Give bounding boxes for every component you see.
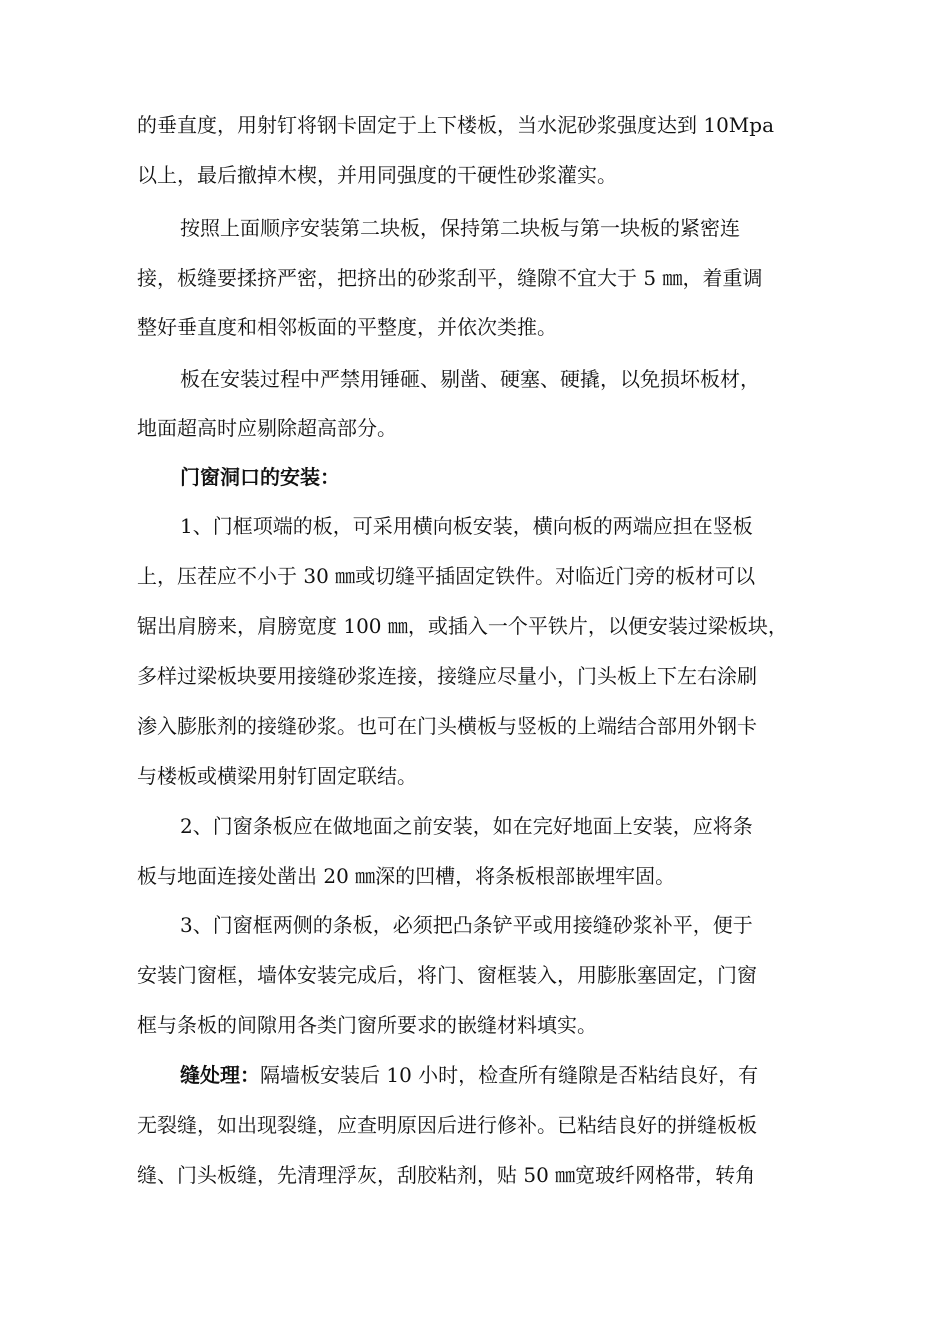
item-1-line-5: 渗入膨胀剂的接缝砂浆。也可在门头横板与竖板的上端结合部用外钢卡 bbox=[137, 714, 757, 738]
paragraph-3-line-1: 板在安装过程中严禁用锤砸、剔凿、硬塞、硬撬，以免损坏板材， bbox=[180, 367, 760, 391]
item-2-line-1: 2、门窗条板应在做地面之前安装，如在完好地面上安装，应将条 bbox=[180, 814, 753, 838]
paragraph-2-line-1: 按照上面顺序安装第二块板，保持第二块板与第一块板的紧密连 bbox=[180, 216, 740, 240]
item-1-line-2: 上，压茬应不小于 30 ㎜或切缝平插固定铁件。对临近门旁的板材可以 bbox=[137, 564, 756, 588]
paragraph-3-line-2: 地面超高时应剔除超高部分。 bbox=[137, 416, 397, 440]
item-3-line-1: 3、门窗框两侧的条板，必须把凸条铲平或用接缝砂浆补平，便于 bbox=[180, 913, 753, 937]
paragraph-1-line-2: 以上，最后撤掉木楔，并用同强度的干硬性砂浆灌实。 bbox=[137, 163, 617, 187]
item-1-line-4: 多样过梁板块要用接缝砂浆连接，接缝应尽量小，门头板上下左右涂刷 bbox=[137, 664, 757, 688]
item-2-line-2: 板与地面连接处凿出 20 ㎜深的凹槽，将条板根部嵌埋牢固。 bbox=[137, 864, 676, 888]
paragraph-1-line-1: 的垂直度，用射钉将钢卡固定于上下楼板，当水泥砂浆强度达到 10Mpa bbox=[137, 113, 775, 137]
item-1-line-3: 锯出肩膀来，肩膀宽度 100 ㎜，或插入一个平铁片，以便安装过梁板块， bbox=[137, 614, 788, 638]
joint-treatment-line-1 bbox=[0, 1057, 950, 1093]
section-heading-door-window: 门窗洞口的安装： bbox=[180, 465, 340, 489]
joint-treatment-line-3: 缝、门头板缝，先清理浮灰，刮胶粘剂，贴 50 ㎜宽玻纤网格带，转角 bbox=[137, 1163, 756, 1187]
joint-treatment-line-2: 无裂缝，如出现裂缝，应查明原因后进行修补。已粘结良好的拼缝板板 bbox=[137, 1113, 757, 1137]
item-3-line-2: 安装门窗框，墙体安装完成后，将门、窗框装入，用膨胀塞固定，门窗 bbox=[137, 963, 757, 987]
paragraph-2-line-2: 接，板缝要揉挤严密，把挤出的砂浆刮平，缝隙不宜大于 5 ㎜，着重调 bbox=[137, 266, 763, 290]
item-1-line-6: 与楼板或横梁用射钉固定联结。 bbox=[137, 764, 417, 788]
joint-treatment-label: 缝处理： bbox=[180, 1063, 260, 1087]
item-3-line-3: 框与条板的间隙用各类门窗所要求的嵌缝材料填实。 bbox=[137, 1013, 597, 1037]
item-1-line-1: 1、门框项端的板，可采用横向板安装，横向板的两端应担在竖板 bbox=[180, 514, 753, 538]
paragraph-2-line-3: 整好垂直度和相邻板面的平整度，并依次类推。 bbox=[137, 315, 557, 339]
joint-treatment-text-1: 隔墙板安装后 10 小时，检查所有缝隙是否粘结良好，有 bbox=[260, 1063, 759, 1087]
